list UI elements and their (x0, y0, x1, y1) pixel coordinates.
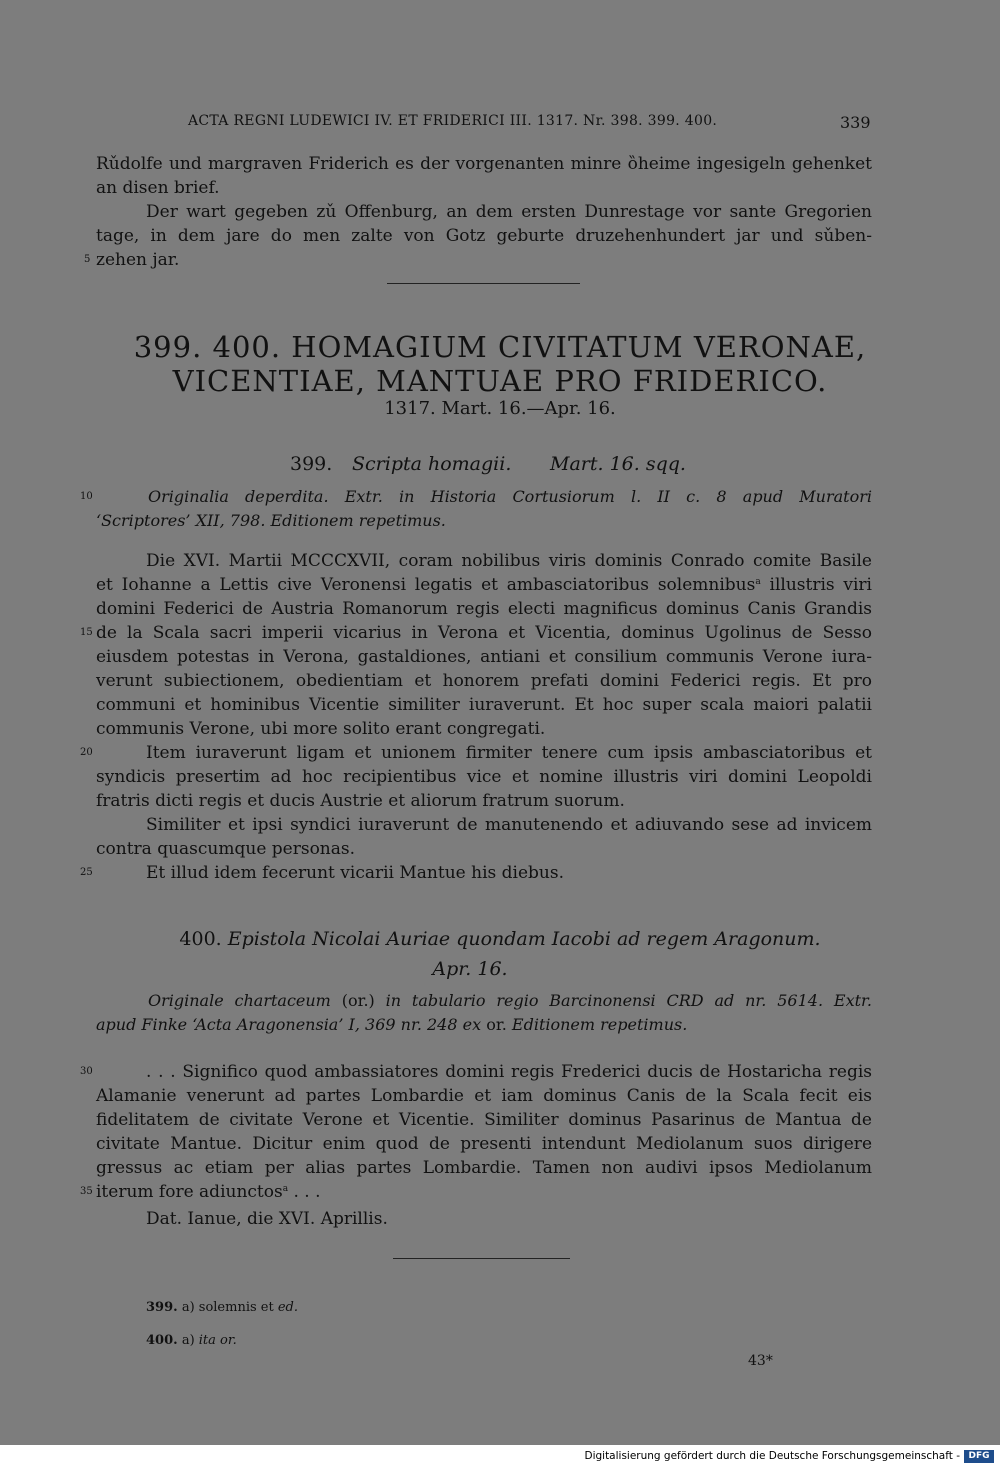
source-note: Originalia deperdita. Extr. in Historia Cortusiorum l. II c. 8 apud Muratori (148, 487, 872, 506)
source-note (148, 990, 872, 1012)
text-line: communis Verone, ubi more solito erant congregati. (96, 719, 546, 739)
text-line: Dat. Ianue, die XVI. Aprillis. (146, 1209, 388, 1229)
line-number: 35 (80, 1186, 93, 1197)
text-line: Similiter et ipsi syndici iuraverunt de manutenendo et adiuvando sese ad invicem (146, 815, 872, 835)
footnote-marker: a (755, 577, 761, 587)
text-span: illustris viri (760, 575, 872, 595)
footnote-text: ita or. (194, 1333, 237, 1348)
source-text: in tabulario regio Barcinonensi CRD ad nr. 5614. Extr. (385, 991, 873, 1010)
line-number: 20 (80, 747, 93, 758)
credit-bar (0, 1445, 1000, 1467)
text-line: fidelitatem de civitate Verone et Vicentie. Similiter dominus Pasarinus de Mantua de (96, 1110, 872, 1130)
text-line (96, 574, 872, 596)
running-title: ACTA REGNI LUDEWICI IV. ET FRIDERICI III. 1317. Nr. 398. 399. 400. (188, 113, 718, 129)
text-line: Item iuraverunt ligam et unionem firmiter tenere cum ipsis ambasciatoribus et (146, 743, 872, 763)
credit-text: Digitalisierung gefördert durch die Deutsche Forschungsgemeinschaft - (584, 1450, 960, 1462)
text-span: iterum fore adiunctos (96, 1182, 283, 1202)
line-number: 15 (80, 627, 93, 638)
source-note (96, 1014, 872, 1036)
source-note: ‘Scriptores’ XII, 798. Editionem repetimus. (96, 511, 446, 530)
text-line: gressus ac etiam per alias partes Lombardie. Tamen non audivi ipsos Mediolanum (96, 1158, 872, 1178)
footnote (146, 1300, 298, 1315)
doc-heading (0, 928, 1000, 950)
printer-signature: 43* (748, 1353, 773, 1369)
separator-rule (387, 283, 580, 284)
doc-number: 400. (179, 928, 222, 950)
source-text: apud Finke ‘Acta Aragonensia’ I, 369 nr. 248 ex (96, 1015, 482, 1034)
text-line: Alamanie venerunt ad partes Lombardie et iam dominus Canis de la Scala fecit eis (96, 1086, 872, 1106)
source-text: or. (481, 1015, 512, 1034)
text-line: tage, in dem jare do men zalte von Gotz geburte druzehenhundert jar und sǔben- (96, 226, 872, 246)
footnote-number: 399. (146, 1300, 178, 1315)
doc-date: Mart. 16. sqq. (550, 453, 686, 475)
text-line (96, 1181, 872, 1203)
page-number: 339 (840, 113, 871, 132)
footnote-number: 400. (146, 1333, 178, 1348)
text-line: Die XVI. Martii MCCCXVII, coram nobilibus viris dominis Conrado comite Basile (146, 551, 872, 571)
text-line: syndicis presertim ad hoc recipientibus vice et nomine illustris viri domini Leopoldi (96, 767, 872, 787)
line-number: 5 (84, 254, 91, 265)
section-dates: 1317. Mart. 16.—Apr. 16. (384, 398, 616, 419)
text-line: verunt subiectionem, obedientiam et honorem prefati domini Federici regis. Et pro (96, 671, 872, 691)
line-number: 25 (80, 867, 93, 878)
text-line: de la Scala sacri imperii vicarius in Verona et Vicentia, dominus Ugolinus de Sesso (96, 623, 872, 643)
text-line: Der wart gegeben zǔ Offenburg, an dem ersten Dunrestage vor sante Gregorien (146, 202, 872, 222)
line-number: 30 (80, 1066, 93, 1077)
text-span: . . . (288, 1182, 321, 1202)
separator-rule (393, 1258, 570, 1259)
text-line: zehen jar. (96, 250, 180, 270)
text-line: domini Federici de Austria Romanorum regis electi magnificus dominus Canis Grandis (96, 599, 872, 619)
doc-title: Epistola Nicolai Auriae quondam Iacobi ad regem Aragonum. (227, 928, 821, 950)
section-title: VICENTIAE, MANTUAE PRO FRIDERICO. (172, 364, 828, 398)
doc-title-text: Scripta homagii. (352, 453, 512, 475)
doc-date: Apr. 16. (432, 958, 508, 980)
source-text: Editionem repetimus. (511, 1015, 688, 1034)
text-line: eiusdem potestas in Verona, gastaldiones, antiani et consilium communis Verone iura- (96, 647, 872, 667)
text-line: Et illud idem fecerunt vicarii Mantue his diebus. (146, 863, 564, 883)
doc-number: 399. (290, 453, 333, 475)
text-line: contra quascumque personas. (96, 839, 356, 859)
text-span: et Iohanne a Lettis cive Veronensi legatis et ambasciatoribus solemnibus (96, 575, 756, 595)
footnote-text: solemnis et (194, 1300, 278, 1315)
text-line: Rǔdolfe und margraven Friderich es der vorgenanten minre ȍheime ingesigeln gehenket (96, 154, 872, 174)
footnote (146, 1333, 237, 1348)
text-line: . . . Significo quod ambassiatores domini regis Frederici ducis de Hostaricha regis (146, 1062, 872, 1082)
text-line: fratris dicti regis et ducis Austrie et aliorum fratrum suorum. (96, 791, 625, 811)
footnote-marker: a) (181, 1333, 195, 1348)
source-text: (or.) (330, 991, 386, 1010)
footnote-marker: a (282, 1184, 289, 1194)
footnote-text: ed. (277, 1300, 298, 1315)
text-line: civitate Mantue. Dicitur enim quod de presenti intendunt Mediolanum suos dirigere (96, 1134, 872, 1154)
text-line: communi et hominibus Vicentie similiter iuraverunt. Et hoc super scala maiori palatii (96, 695, 872, 715)
line-number: 10 (80, 491, 93, 502)
text-line: an disen brief. (96, 178, 220, 198)
footnote-marker: a) (181, 1300, 195, 1315)
dfg-logo: DFG (964, 1450, 994, 1463)
doc-title (352, 453, 511, 475)
section-title: 399. 400. HOMAGIUM CIVITATUM VERONAE, (133, 330, 867, 364)
source-text: Originale chartaceum (148, 991, 331, 1010)
